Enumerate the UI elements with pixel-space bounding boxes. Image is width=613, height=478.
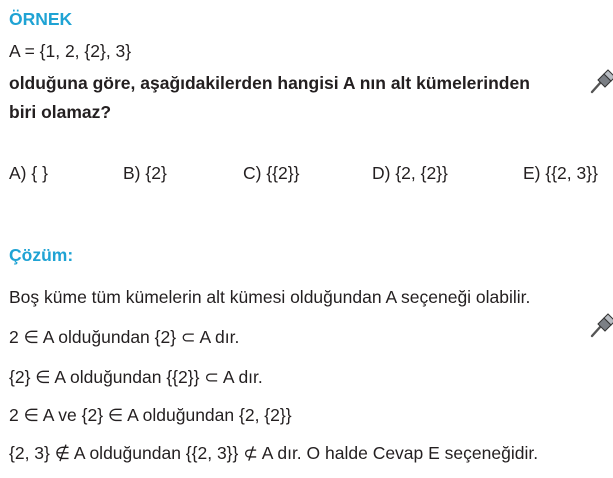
option-d: D) {2, {2}} [372, 163, 448, 183]
pushpin-icon [589, 68, 613, 94]
set-definition: A = {1, 2, {2}, 3} [9, 41, 132, 61]
option-c: C) {{2}} [243, 163, 300, 183]
solution-heading: Çözüm: [9, 245, 74, 265]
option-e: E) {{2, 3}} [523, 163, 598, 183]
solution-line-4: 2 ∈ A ve {2} ∈ A olduğundan {2, {2}} [9, 405, 292, 425]
solution-line-5: {2, 3} ∉ A olduğundan {{2, 3}} ⊄ A dır. O halde Cevap E seçeneğidir. [9, 443, 539, 463]
question-line-2: biri olamaz? [9, 102, 112, 122]
question-line-1: olduğuna göre, aşağıdakilerden hangisi A nın alt kümelerinden [9, 73, 530, 93]
option-a: A) { } [9, 163, 48, 183]
example-heading: ÖRNEK [9, 9, 73, 29]
option-b: B) {2} [123, 163, 167, 183]
answer-options [0, 162, 613, 184]
pushpin-icon [589, 312, 613, 338]
solution-line-1: Boş küme tüm kümelerin alt kümesi olduğundan A seçeneği olabilir. [9, 287, 531, 307]
solution-line-2: 2 ∈ A olduğundan {2} ⊂ A dır. [9, 327, 240, 347]
solution-line-3: {2} ∈ A olduğundan {{2}} ⊂ A dır. [9, 367, 263, 387]
